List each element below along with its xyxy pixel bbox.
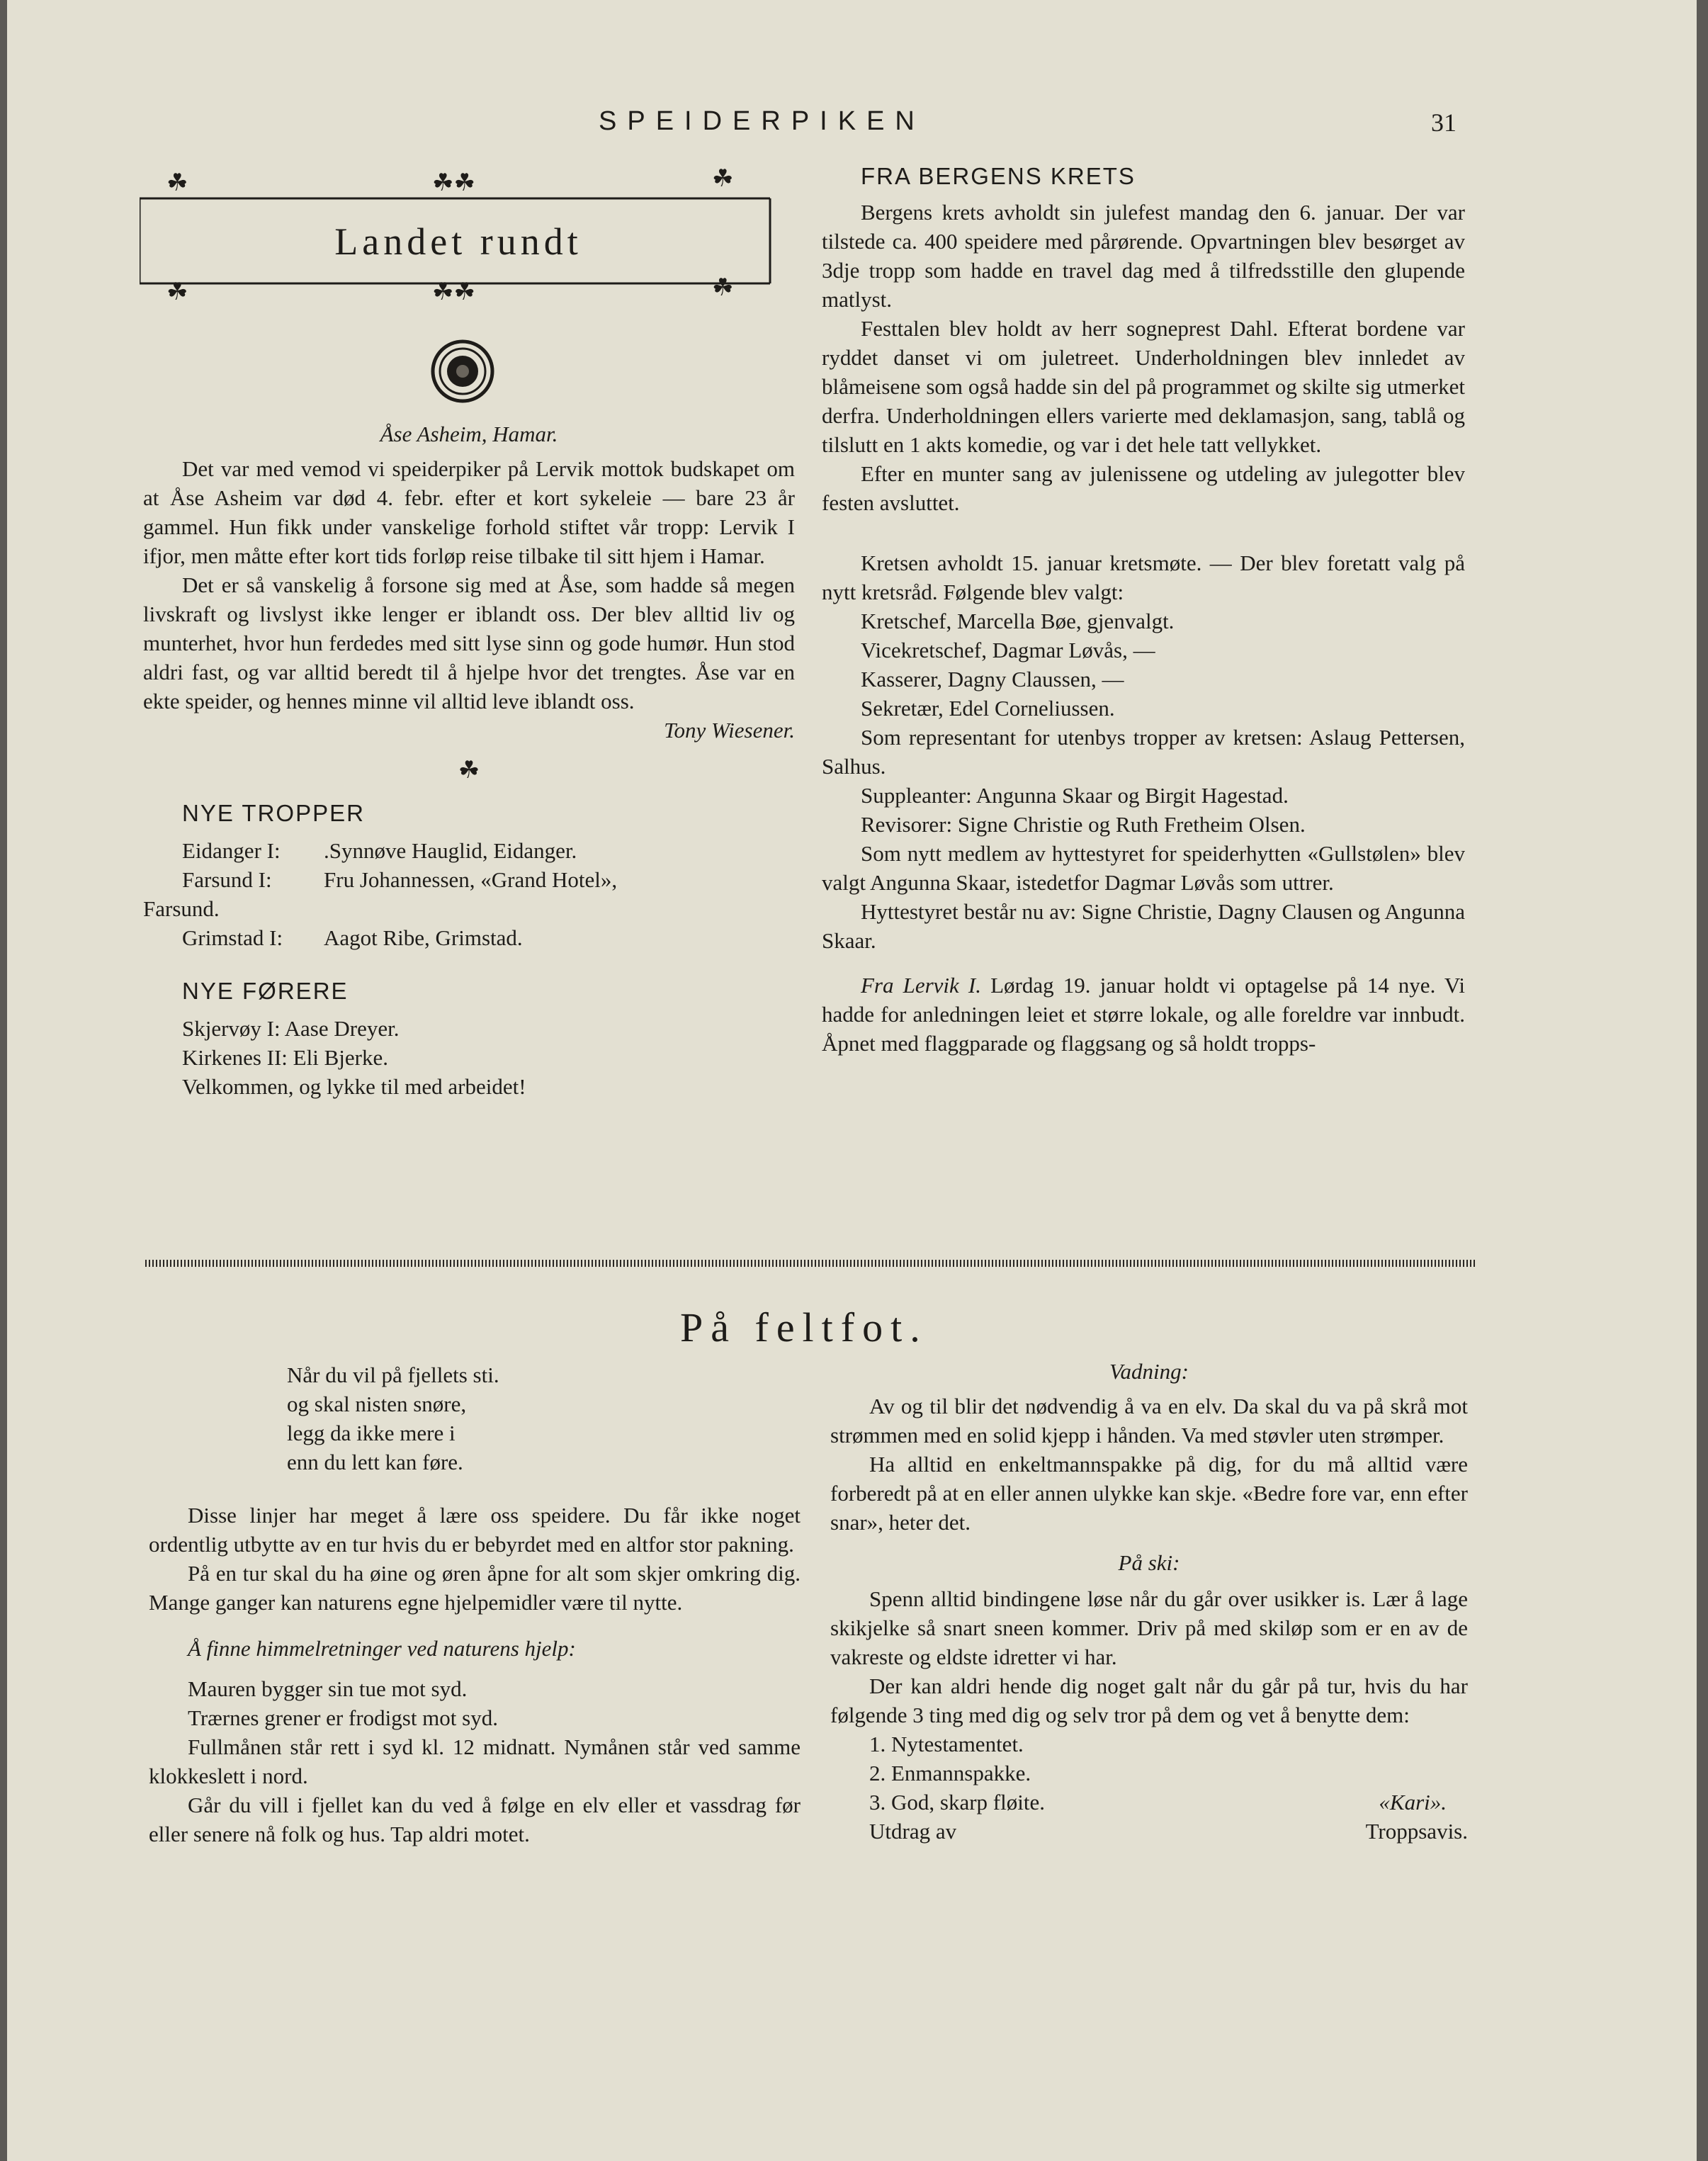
nye-tropper-list: Eidanger I: .Synnøve Hauglid, Eidanger. Farsund I: Fru Johannessen, «Grand Hotel», Farsund. Grimstad I: Aagot Ribe, Grimstad.	[143, 836, 795, 952]
feltfot-paragraph: Disse linjer har meget å lære oss speidere. Du får ikke noget ordentlig utbytte av en tur hvis du er bebyrdet med en altfor stor pakning.	[149, 1503, 801, 1557]
page-number: 31	[1431, 108, 1457, 137]
heading-bergens-krets: FRA BERGENS KRETS	[861, 163, 1136, 189]
list-item: 3. God, skarp fløite.	[869, 1790, 1045, 1815]
poem-line: Når du vil på fjellets sti.	[287, 1362, 499, 1387]
lervik-paragraph: Fra Lervik I. Lørdag 19. januar holdt vi optagelse på 14 nye. Vi hadde for anledningen leiet et større lokale, og alle foreldre var innbudt. Åpnet med flaggparade og flaggsang og så holdt tropps-	[822, 973, 1465, 1056]
left-column	[143, 419, 795, 1101]
list-item: Grimstad I: Aagot Ribe, Grimstad.	[182, 925, 523, 950]
feltfot-paragraph: Ha alltid en enkeltmannspakke på dig, for du må alltid være forberedt på at en eller annen ulykke kan skje. «Bedre fore var, enn efter snar», heter det.	[830, 1452, 1468, 1535]
bergen-paragraph: Efter en munter sang av julenissene og utdeling av julegotter blev festen avsluttet.	[822, 461, 1465, 515]
list-item: 2. Enmannspakke.	[869, 1761, 1031, 1785]
closing-text: Utdrag av	[869, 1819, 957, 1844]
list-item: Fullmånen står rett i syd kl. 12 midnatt. Nymånen står ved samme klokkeslett i nord.	[149, 1734, 801, 1788]
officer-item: Vicekretschef, Dagmar Løvås, —	[861, 638, 1155, 662]
credit-row	[830, 1817, 1468, 1846]
officer-item: Sekretær, Edel Corneliussen.	[861, 696, 1115, 721]
obituary-signature: Tony Wiesener.	[664, 718, 795, 743]
subhead-directions: Å finne himmelretninger ved naturens hjelp:	[188, 1636, 576, 1661]
list-item: Mauren bygger sin tue mot syd.	[188, 1676, 468, 1701]
clover-icon: ☘	[166, 170, 188, 196]
list-item: Kirkenes II: Eli Bjerke.	[182, 1045, 388, 1070]
feltfot-paragraph: Spenn alltid bindingene løse når du går over usikker is. Lær å lage skikjelke så snart sneen kommer. Driv på med skiløp som er en av de vakreste og eldste idretter vi har.	[830, 1586, 1468, 1669]
bergen-paragraph: Suppleanter: Angunna Skaar og Birgit Hagestad.	[861, 783, 1289, 808]
magazine-page	[7, 0, 1697, 2161]
feltfot-paragraph: Av og til blir det nødvendig å va en elv. Da skal du va på skrå mot strømmen med en solid kjepp i hånden. Va med støvler uten strømper.	[830, 1394, 1468, 1448]
obituary-paragraph: Det var med vemod vi speiderpiker på Lervik mottok budskapet om at Åse Asheim var død 4. febr. efter et kort sykeleie — bare 23 år gammel. Hun fikk under vanskelige forhold stiftet vår tropp: Lervik I ifjor, men måtte efter kort tids forløp reise tilbake til sitt hjem i Hamar.	[143, 456, 795, 568]
feltfot-right-column	[830, 1357, 1468, 1846]
poem	[149, 1360, 801, 1477]
bergen-paragraph: Som nytt medlem av hyttestyret for speiderhytten «Gullstølen» blev valgt Angunna Skaar, istedetfor Dagmar Løvås som uttrer.	[822, 841, 1465, 895]
nye-forere-list	[143, 1014, 795, 1101]
heading-nye-forere: NYE FØRERE	[182, 978, 349, 1004]
list-item: Eidanger I: .Synnøve Hauglid, Eidanger.	[182, 838, 577, 863]
heading-nye-tropper: NYE TROPPER	[182, 800, 365, 826]
section-divider	[145, 1260, 1477, 1267]
meeting-intro: Kretsen avholdt 15. januar kretsmøte. — Der blev foretatt valg på nytt kretsråd. Følgende blev valgt:	[822, 551, 1465, 604]
subhead-vadning: Vadning:	[1109, 1359, 1189, 1384]
bergen-paragraph: Festtalen blev holdt av herr sogneprest Dahl. Efterat bordene var ryddet danset vi om juletreet. Underholdningen blev innledet av blåmeisene som også hadde sin del på programmet og skilte sig utmerket derfra. Underholdningen ellers varierte med deklamasjon, sang, tablå og tilslutt en 1 akts komedie, og var i det hele tatt vellykket.	[822, 316, 1465, 457]
obituary-caption: Åse Asheim, Hamar.	[380, 422, 558, 446]
clover-icon: ☘☘	[432, 279, 475, 305]
feltfot-paragraph: På en tur skal du ha øine og øren åpne for alt som skjer omkring dig. Mange ganger kan naturens egne hjelpemidler være til nytte.	[149, 1561, 801, 1615]
masthead: SPEIDERPIKEN	[599, 106, 925, 136]
list-item: Velkommen, og lykke til med arbeidet!	[182, 1074, 526, 1099]
bergen-paragraph: Hyttestyret består nu av: Signe Christie, Dagny Clausen og Angunna Skaar.	[822, 899, 1465, 953]
credit-name: «Kari».	[1379, 1790, 1447, 1815]
feltfot-paragraph: Der kan aldri hende dig noget galt når du går på tur, hvis du har følgende 3 ting med dig og selv tror på dem og vet å benytte dem:	[830, 1674, 1468, 1727]
clover-icon: ☘	[166, 279, 188, 305]
list-item: Farsund I: Fru Johannessen, «Grand Hotel»,	[182, 867, 618, 892]
bergen-paragraph: Som representant for utenbys tropper av kretsen: Aslaug Pettersen, Salhus.	[822, 725, 1465, 779]
list-item: Skjervøy I: Aase Dreyer.	[182, 1016, 400, 1041]
bergen-paragraph: Revisorer: Signe Christie og Ruth Fretheim Olsen.	[861, 812, 1306, 837]
obituary-paragraph: Det er så vanskelig å forsone sig med at Åse, som hadde så megen livskraft og livslyst ikke lenger er iblandt oss. Der blev alltid liv og munterhet, hvor hun ferdedes med sitt lyse sinn og gode humør. Hun stod aldri fast, og var alltid beredt til å hjelpe hvor det trengtes. Åse var en ekte speider, og hennes minne vil alltid leve iblandt oss.	[143, 572, 795, 713]
clover-icon: ☘☘	[432, 170, 475, 196]
right-column	[822, 162, 1465, 1058]
clover-icon: ☘	[712, 166, 734, 192]
subhead-ski: På ski:	[1118, 1550, 1180, 1575]
bergen-paragraph: Bergens krets avholdt sin julefest mandag den 6. januar. Der var tilstede ca. 400 speidere med pårørende. Opvartningen blev besørget av 3dje tropp som hadde en travel dag med å tilfredsstille den glupende matlyst.	[822, 200, 1465, 312]
poem-line: og skal nisten snøre,	[287, 1392, 467, 1416]
credit-source: Troppsavis.	[1365, 1819, 1468, 1844]
credit-row	[830, 1788, 1468, 1817]
poem-line: enn du lett kan føre.	[287, 1450, 463, 1474]
officer-item: Kasserer, Dagny Claussen, —	[861, 667, 1124, 692]
list-item: 1. Nytestamentet.	[869, 1732, 1024, 1756]
section-title-pa-feltfot: På feltfot.	[680, 1304, 928, 1350]
section-title-landet-rundt: Landet rundt	[334, 220, 582, 263]
list-item: Går du vill i fjellet kan du ved å følge en elv eller et vassdrag før eller senere nå folk og hus. Tap aldri motet.	[149, 1793, 801, 1846]
officer-item: Kretschef, Marcella Bøe, gjenvalgt.	[861, 609, 1175, 633]
clover-icon: ☘	[712, 275, 734, 301]
scout-emblem-icon	[430, 339, 495, 404]
feltfot-left-column	[149, 1360, 801, 1849]
poem-line: legg da ikke mere i	[287, 1421, 456, 1445]
clover-icon: ☘	[458, 757, 480, 784]
list-item: Trærnes grener er frodigst mot syd.	[188, 1705, 498, 1730]
